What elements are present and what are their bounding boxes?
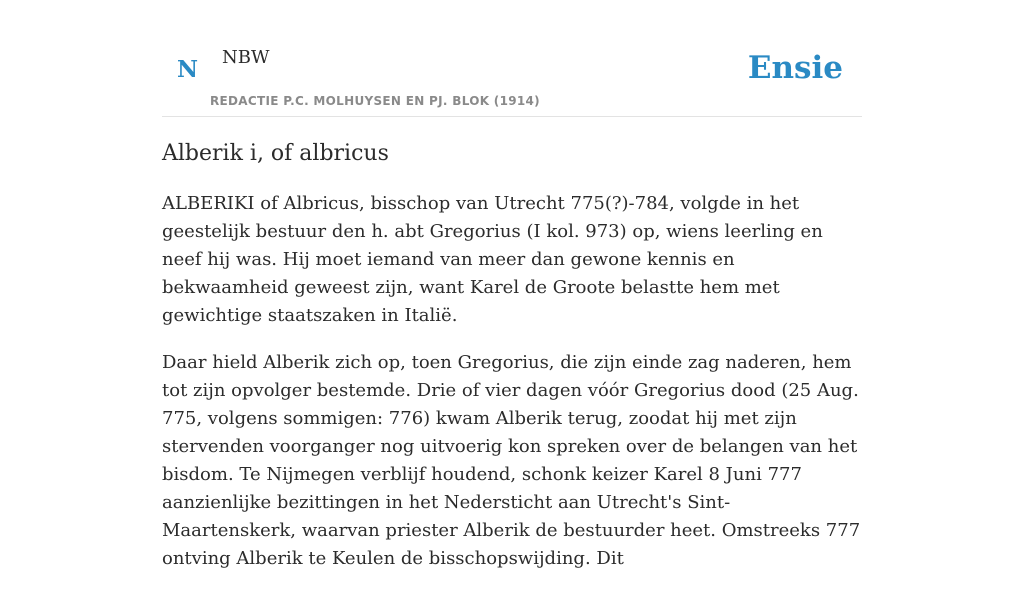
ensie-logo-link[interactable]: Ensie (747, 50, 843, 86)
entry-paragraph: ALBERIKI of Albricus, bisschop van Utrecht 775(?)-784, volgde in het geestelijk bestuur den h. abt Gregorius (I kol. 973) op, wiens leerling en neef hij was. Hij moet iemand van meer dan gewone kennis en bekwaamheid geweest zijn, want Karel de Groote belastte hem met gewichtige staatszaken in Italië. (162, 193, 823, 326)
book-title[interactable]: NBW (222, 47, 270, 68)
book-subtitle: REDACTIE P.C. MOLHUYSEN EN PJ. BLOK (1914) (210, 94, 540, 108)
book-logo[interactable]: N (177, 56, 199, 83)
header (162, 0, 862, 117)
entry-content (162, 138, 864, 592)
entry-paragraph: Daar hield Alberik zich op, toen Gregorius, die zijn einde zag naderen, hem tot zijn opvolger bestemde. Drie of vier dagen vóór Gregorius dood (25 Aug. 775, volgens sommigen: 776) kwam Alberik terug, zoodat hij met zijn stervenden voorganger nog uitvoerig kon spreken over de belangen van het bisdom. Te Nijmegen verblijf houdend, schonk keizer Karel 8 Juni 777 aanzienlijke bezittingen in het Nedersticht aan Utrecht's Sint-Maartenskerk, waarvan priester Alberik de bestuurder heet. Omstreeks 777 ontving Alberik te Keulen de bisschopswijding. Dit (162, 352, 861, 569)
entry-title: Alberik i, of albricus (162, 141, 389, 166)
